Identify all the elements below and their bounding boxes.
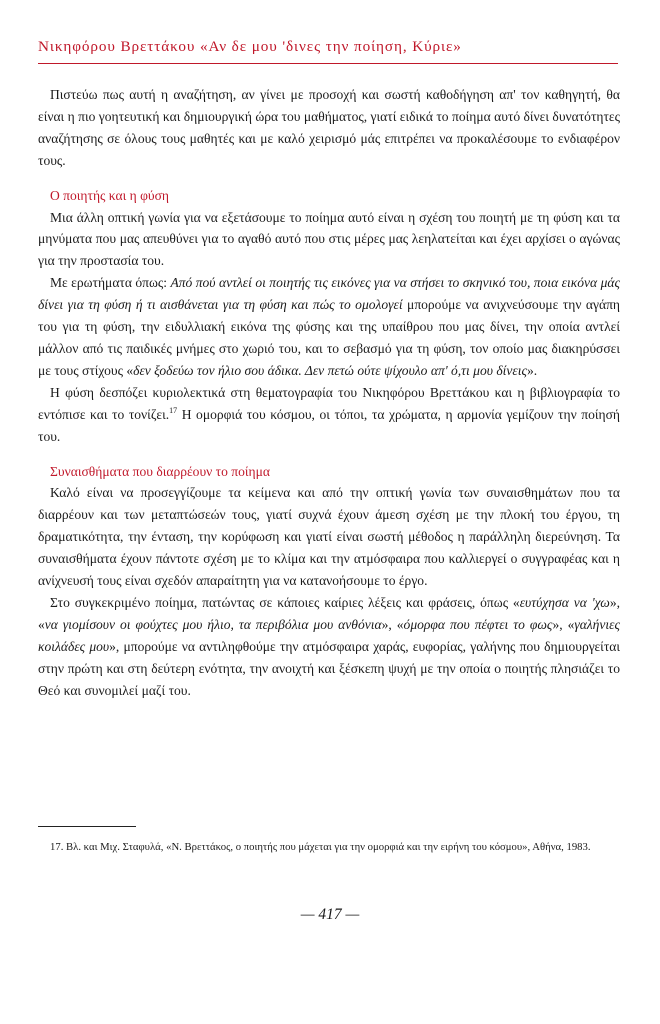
text-run: μπορούμε να ανιχνεύσουμε την αγάπη του για τη φύση, την ειδυλλιακή εικόνα της φύσης και της υπαίθρου που μας δίνει, την οποία αντλεί μάλλον από τις παιδικές μνήμες στο χωριό του, και το σεβασμό για τη φύση, τον οποίο μας διακηρύσσει με τους στίχους « [38, 297, 621, 378]
text-run: Η ομορφιά του κόσμου, οι τόποι, τα χρώματα, η αρμονία γεμίζουν την ποίησή του. [38, 406, 620, 444]
text-run: Στο συγκεκριμένο ποίημα, πατώντας σε κάποιες καίριες λέξεις και φράσεις, όπως « [50, 594, 520, 610]
italic-quote: να γιομίσουν οι φούχτες μου ήλιο, τα περιβόλια μου ανθόνια [44, 616, 382, 632]
body-text [38, 84, 620, 701]
paragraph: Καλό είναι να προσεγγίζουμε τα κείμενα και από την οπτική γωνία των συναισθημάτων που τα διαρρέουν και των μεταπτώσεών τους, γιατί συχνά έχουν άμεση σχέση με την πλοκή του έργου, τη δραματικότητα, την ένταση, την κορύφωση και γιατί είναι σωστή μέθοδος η παράλληλη διερεύνηση. Τα συναισθήματα έχουν πάντοτε σχέση με το κλίμα και την ατμόσφαιρα που καλλιεργεί ο συγγραφέας και η ανίχνευσή τους είναι σχεδόν απαραίτητη για να κατανοήσουμε το έργο. [38, 485, 620, 589]
italic-quote: όμορφα που πέφτει το φως [403, 616, 553, 632]
intro-paragraph: Πιστεύω πως αυτή η αναζήτηση, αν γίνει με προσοχή και σωστή καθοδήγηση απ' τον καθηγητή, θα είναι η πιο γοητευτική και δημιουργική ώρα του μαθήματος, γιατί ειδικά το ποίημα αυτό δίνει δυνατότητες αναζήτησης σε όλους τους μαθητές και με καλό χειρισμό μάς επιτρέπει να προκαλέσουμε το ενδιαφέρον τους. [38, 87, 620, 168]
footnote-reference[interactable]: 17 [169, 405, 178, 415]
paragraph [38, 382, 620, 448]
italic-quote: γαλήνιες κοιλάδες μου [38, 616, 621, 654]
paragraph [38, 592, 620, 702]
footnote-17: 17. Βλ. και Μιχ. Σταφυλά, «Ν. Βρεττάκος, ο ποιητής που μάχεται για την ομορφιά και την ειρήνη του κόσμου», Αθήνα, 1983. [50, 841, 591, 853]
italic-quote: δεν ξοδεύω τον ήλιο σου άδικα. Δεν πετώ ούτε ψίχουλο απ' ό,τι μου δίνεις [133, 362, 528, 378]
section-heading-emotions: Συναισθήματα που διαρρέουν το ποίημα [50, 463, 270, 479]
text-run: », « [552, 616, 575, 632]
page-number: — 417 — [300, 906, 360, 923]
footnote-rule [38, 826, 136, 827]
header-rule [38, 63, 618, 64]
text-run: Η φύση δεσπόζει κυριολεκτικά στη θεματογραφία του Νικηφόρου Βρεττάκου και η βιβλιογραφία το εντόπισε και το τονίζει. [38, 384, 620, 422]
text-run: ». [527, 362, 538, 378]
running-head: Νικηφόρου Βρεττάκου «Αν δε μου 'δινες την ποίηση, Κύριε» [38, 38, 462, 55]
text-run: », « [381, 616, 404, 632]
text-run: », « [38, 594, 621, 632]
paragraph: Μια άλλη οπτική γωνία για να εξετάσουμε το ποίημα αυτό είναι η σχέση του ποιητή με τη φύση και τα μηνύματα που μας απευθύνει για το αγαθό αυτό που στις μέρες μας λεηλατείται και έχει αρχίσει ο αγώνας για την προστασία του. [38, 209, 620, 269]
section-heading-nature: Ο ποιητής και η φύση [50, 187, 170, 203]
italic-quote: ευτύχησα να 'χω [519, 594, 610, 610]
text-run: », μπορούμε να αντιληφθούμε την ατμόσφαιρα χαράς, ευφορίας, γαλήνης που δημιουργείται στην πρώτη και στη δεύτερη ενότητα, την ανοιχτή και ξέσκεπη ψυχή με την οποία ο ποιητής πλησιάζει το Θεό και συνομιλεί μαζί του. [38, 638, 621, 698]
text-run: Με ερωτήματα όπως: [50, 275, 171, 291]
italic-quote: Από πού αντλεί οι ποιητής τις εικόνες για να στήσει το σκηνικό του, ποια εικόνα μάς δίνει για τη φύση ή τι αισθάνεται για τη φύση και πώς το ομολογεί [38, 275, 620, 313]
paragraph [38, 272, 620, 382]
